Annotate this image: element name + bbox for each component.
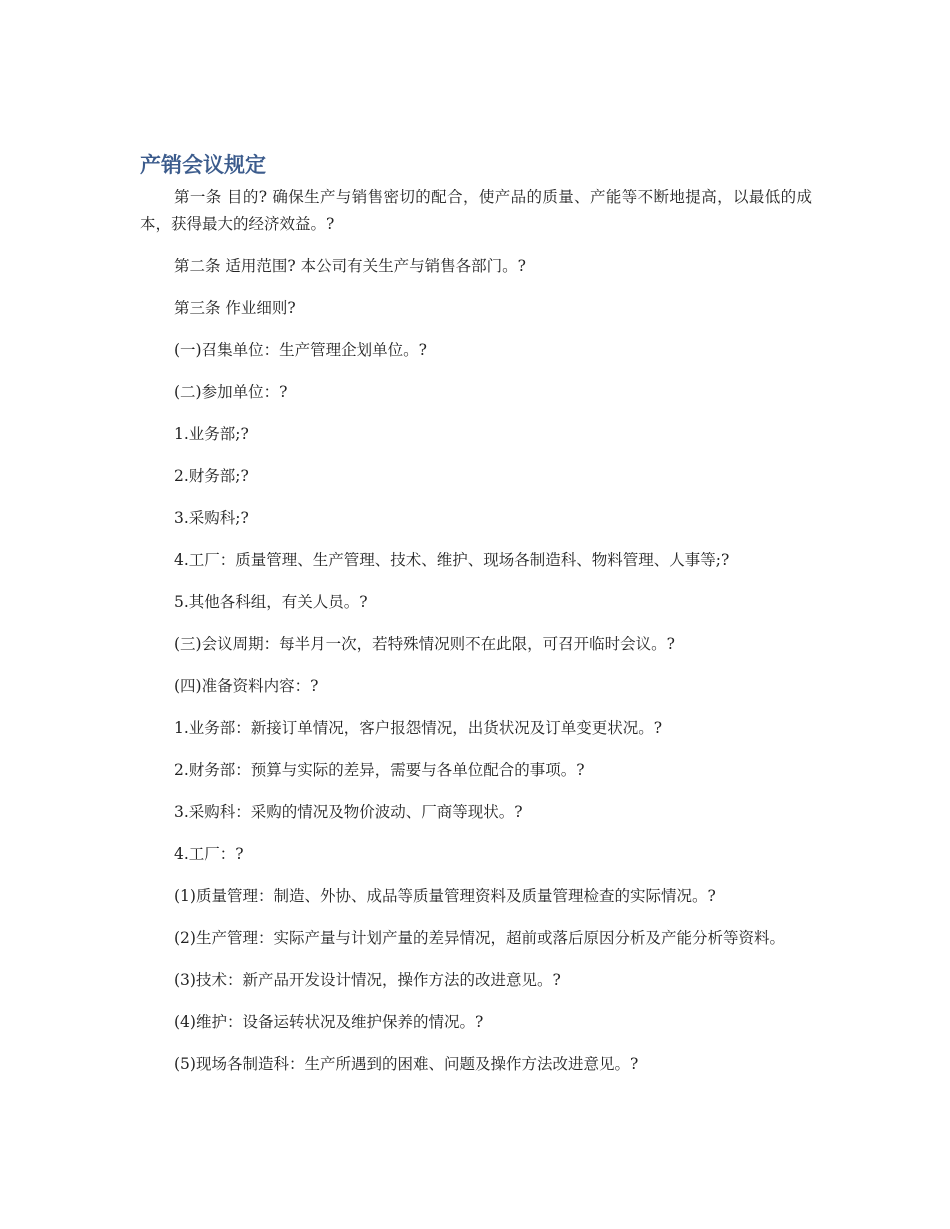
paragraph: (1)质量管理：制造、外协、成品等质量管理资料及质量管理检查的实际情况。? bbox=[174, 887, 716, 905]
document-body bbox=[140, 184, 812, 1078]
document-page bbox=[140, 150, 812, 1093]
paragraph: (3)技术：新产品开发设计情况，操作方法的改进意见。? bbox=[174, 971, 561, 989]
paragraph: (一)召集单位：生产管理企划单位。? bbox=[174, 341, 427, 359]
paragraph: 4.工厂：质量管理、生产管理、技术、维护、现场各制造科、物料管理、人事等;? bbox=[174, 551, 730, 569]
document-title: 产销会议规定 bbox=[140, 153, 266, 177]
paragraph: (三)会议周期：每半月一次，若特殊情况则不在此限，可召开临时会议。? bbox=[174, 635, 675, 653]
paragraph: 第三条 作业细则? bbox=[174, 299, 296, 317]
paragraph: 第二条 适用范围? 本公司有关生产与销售各部门。? bbox=[174, 257, 526, 275]
paragraph: (四)准备资料内容：? bbox=[174, 677, 319, 695]
paragraph: 3.采购科;? bbox=[174, 509, 249, 527]
paragraph: (4)维护：设备运转状况及维护保养的情况。? bbox=[174, 1013, 484, 1031]
paragraph: 3.采购科：采购的情况及物价波动、厂商等现状。? bbox=[174, 803, 523, 821]
paragraph: 第一条 目的? 确保生产与销售密切的配合，使产品的质量、产能等不断地提高，以最低的成本，获得最大的经济效益。? bbox=[140, 188, 812, 233]
paragraph: 4.工厂：? bbox=[174, 845, 244, 863]
paragraph: 2.财务部：预算与实际的差异，需要与各单位配合的事项。? bbox=[174, 761, 585, 779]
paragraph: 1.业务部：新接订单情况，客户报怨情况，出货状况及订单变更状况。? bbox=[174, 719, 663, 737]
paragraph: (二)参加单位：? bbox=[174, 383, 288, 401]
paragraph: 5.其他各科组，有关人员。? bbox=[174, 593, 368, 611]
paragraph: 1.业务部;? bbox=[174, 425, 249, 443]
paragraph: (5)现场各制造科：生产所遇到的困难、问题及操作方法改进意见。? bbox=[174, 1055, 639, 1073]
paragraph: 2.财务部;? bbox=[174, 467, 249, 485]
paragraph: (2)生产管理：实际产量与计划产量的差异情况，超前或落后原因分析及产能分析等资料。 bbox=[174, 929, 785, 947]
